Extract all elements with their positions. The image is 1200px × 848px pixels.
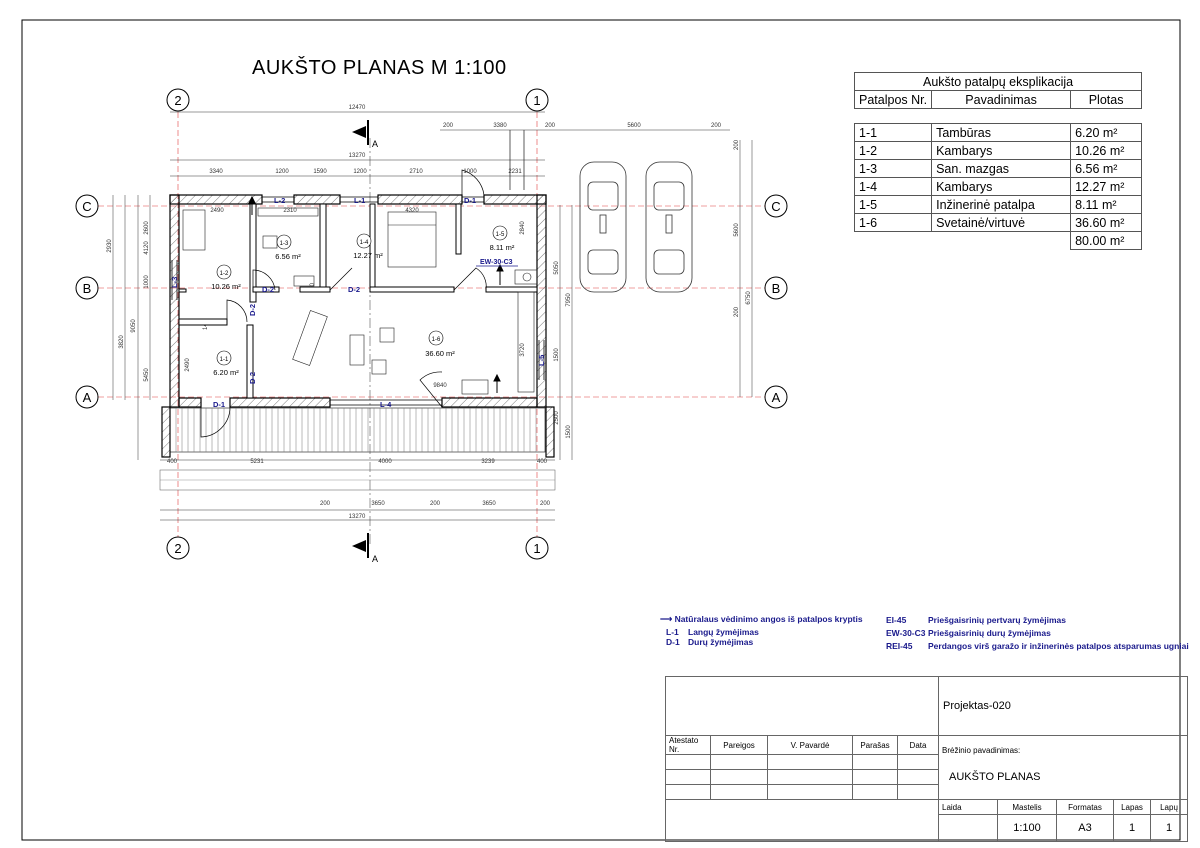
svg-text:D-1: D-1 bbox=[213, 400, 226, 409]
svg-text:A: A bbox=[771, 390, 781, 405]
meta-laida-value bbox=[939, 815, 998, 842]
col-surname: V. Pavardė bbox=[768, 736, 853, 755]
svg-text:2500: 2500 bbox=[554, 411, 560, 425]
table-row: 1-3 San. mazgas 6.56 m² bbox=[855, 160, 1142, 178]
svg-text:12470: 12470 bbox=[348, 105, 366, 111]
svg-text:5050: 5050 bbox=[554, 261, 560, 275]
header-nr: Patalpos Nr. bbox=[855, 91, 932, 109]
svg-text:1000: 1000 bbox=[463, 169, 477, 175]
svg-text:200: 200 bbox=[734, 139, 740, 151]
svg-text:13270: 13270 bbox=[348, 153, 366, 159]
svg-text:2710: 2710 bbox=[409, 169, 423, 175]
svg-text:L-2: L-2 bbox=[274, 196, 286, 205]
svg-text:200: 200 bbox=[319, 501, 331, 507]
svg-text:6.20 m²: 6.20 m² bbox=[213, 368, 239, 377]
meta-scale-value: 1:100 bbox=[998, 815, 1057, 842]
svg-text:1500: 1500 bbox=[554, 348, 560, 362]
room-1-5 bbox=[490, 226, 515, 252]
total-area: 80.00 m² bbox=[1071, 232, 1142, 250]
svg-text:1: 1 bbox=[533, 93, 541, 108]
svg-text:3820: 3820 bbox=[119, 335, 125, 349]
table-row: 1-6 Svetainė/virtuvė 36.60 m² bbox=[855, 214, 1142, 232]
svg-text:2930: 2930 bbox=[107, 239, 113, 253]
room-1-3 bbox=[275, 235, 301, 261]
col-attest: Atestato Nr. bbox=[666, 736, 711, 755]
table-row: 1-5 Inžinerinė patalpa 8.11 m² bbox=[855, 196, 1142, 214]
meta-format-value: A3 bbox=[1057, 815, 1114, 842]
explication-title: Aukšto patalpų eksplikacija bbox=[855, 73, 1142, 91]
svg-text:6750: 6750 bbox=[746, 291, 752, 305]
svg-text:C: C bbox=[771, 199, 781, 214]
ventilation-arrow-icon: ⟶ bbox=[660, 614, 673, 624]
legend-ventilation: ⟶ Natūralaus vėdinimo angos iš patalpos kryptis bbox=[660, 614, 863, 624]
svg-text:1500: 1500 bbox=[566, 425, 572, 439]
col-signature: Parašas bbox=[853, 736, 898, 755]
svg-text:1590: 1590 bbox=[313, 169, 327, 175]
svg-text:3650: 3650 bbox=[482, 501, 496, 507]
svg-text:9050: 9050 bbox=[131, 319, 137, 333]
section-marker-bottom bbox=[352, 533, 378, 564]
svg-text:200: 200 bbox=[429, 501, 441, 507]
meta-format-label: Formatas bbox=[1057, 800, 1114, 815]
svg-text:1200: 1200 bbox=[275, 169, 289, 175]
svg-text:D-2: D-2 bbox=[248, 371, 257, 384]
svg-text:1-4: 1-4 bbox=[359, 240, 369, 246]
meta-sheet-value: 1 bbox=[1114, 815, 1151, 842]
drawing-name-label: Brėžinio pavadinimas: bbox=[939, 736, 1188, 755]
room-1-2 bbox=[211, 265, 241, 291]
table-row: 1-2 Kambarys 10.26 m² bbox=[855, 142, 1142, 160]
svg-text:13270: 13270 bbox=[348, 514, 366, 520]
project-name: Projektas-020 bbox=[939, 677, 1188, 736]
svg-text:3380: 3380 bbox=[493, 123, 507, 129]
legend-ew: EW-30-C3 Priešgaisrinių durų žymėjimas bbox=[886, 628, 1051, 638]
room-1-1 bbox=[213, 351, 239, 377]
svg-text:400: 400 bbox=[166, 459, 178, 465]
svg-text:200: 200 bbox=[710, 123, 722, 129]
section-marker-top bbox=[352, 120, 378, 149]
svg-text:L-5: L-5 bbox=[537, 354, 546, 366]
svg-text:1-5: 1-5 bbox=[495, 232, 505, 238]
svg-text:2490: 2490 bbox=[210, 208, 224, 214]
svg-text:1-3: 1-3 bbox=[279, 241, 289, 247]
svg-text:2: 2 bbox=[174, 93, 182, 108]
svg-text:1-1: 1-1 bbox=[219, 357, 229, 363]
meta-sheet-label: Lapas bbox=[1114, 800, 1151, 815]
opening-tags bbox=[170, 196, 546, 409]
svg-text:B: B bbox=[771, 281, 781, 296]
plan-title: AUKŠTO PLANAS M 1:100 bbox=[252, 57, 507, 79]
svg-text:4000: 4000 bbox=[378, 459, 392, 465]
svg-text:200: 200 bbox=[734, 306, 740, 318]
svg-text:200: 200 bbox=[442, 123, 454, 129]
svg-text:4120: 4120 bbox=[144, 241, 150, 255]
svg-text:1: 1 bbox=[533, 541, 541, 556]
svg-text:D-2: D-2 bbox=[248, 303, 257, 316]
svg-text:9840: 9840 bbox=[433, 383, 447, 389]
svg-text:1200: 1200 bbox=[353, 169, 367, 175]
svg-text:2: 2 bbox=[174, 541, 182, 556]
svg-text:C: C bbox=[82, 199, 92, 214]
svg-text:A: A bbox=[372, 554, 379, 564]
explication-table bbox=[854, 72, 1142, 250]
svg-text:5600: 5600 bbox=[627, 123, 641, 129]
legend-ei: EI-45 Priešgaisrinių pertvarų žymėjimas bbox=[886, 615, 1066, 625]
svg-text:2490: 2490 bbox=[185, 358, 191, 372]
svg-text:L-1: L-1 bbox=[354, 196, 366, 205]
svg-text:D-2: D-2 bbox=[348, 285, 361, 294]
meta-scale-label: Mastelis bbox=[998, 800, 1057, 815]
svg-text:10.26 m²: 10.26 m² bbox=[211, 282, 241, 291]
svg-text:6.56 m²: 6.56 m² bbox=[275, 252, 301, 261]
svg-text:5600: 5600 bbox=[734, 223, 740, 237]
svg-text:EW-30-C3: EW-30-C3 bbox=[480, 259, 513, 266]
svg-text:2600: 2600 bbox=[144, 221, 150, 235]
room-1-6 bbox=[425, 331, 455, 358]
col-position: Pareigos bbox=[711, 736, 768, 755]
legend-door: D-1 Durų žymėjimas bbox=[666, 637, 754, 647]
drawing-name: AUKŠTO PLANAS bbox=[939, 755, 1188, 800]
legend-window: L-1 Langų žymėjimas bbox=[666, 627, 759, 637]
svg-text:3239: 3239 bbox=[481, 459, 495, 465]
svg-text:1-2: 1-2 bbox=[219, 271, 229, 277]
meta-sheets-label: Lapų bbox=[1151, 800, 1188, 815]
svg-text:2840: 2840 bbox=[520, 221, 526, 235]
svg-text:A: A bbox=[82, 390, 92, 405]
room-1-4 bbox=[353, 234, 383, 260]
svg-text:5231: 5231 bbox=[250, 459, 264, 465]
svg-text:12.27 m²: 12.27 m² bbox=[353, 251, 383, 260]
svg-text:400: 400 bbox=[536, 459, 548, 465]
svg-text:2231: 2231 bbox=[508, 169, 522, 175]
table-row: 1-1 Tambūras 6.20 m² bbox=[855, 124, 1142, 142]
col-date: Data bbox=[898, 736, 939, 755]
legend-rei: REI-45 Perdangos virš garažo ir inžinerinės patalpos atsparumas ugniai bbox=[886, 641, 1189, 651]
svg-text:200: 200 bbox=[544, 123, 556, 129]
svg-text:1-6: 1-6 bbox=[431, 337, 441, 343]
title-block bbox=[665, 676, 1188, 842]
svg-text:D-2: D-2 bbox=[262, 285, 275, 294]
header-area: Plotas bbox=[1071, 91, 1142, 109]
svg-text:8.11 m²: 8.11 m² bbox=[489, 243, 515, 252]
meta-laida-label: Laida bbox=[939, 800, 998, 815]
svg-text:3650: 3650 bbox=[371, 501, 385, 507]
svg-text:200: 200 bbox=[539, 501, 551, 507]
svg-text:L-4: L-4 bbox=[380, 400, 392, 409]
svg-text:7950: 7950 bbox=[566, 293, 572, 307]
svg-text:5450: 5450 bbox=[144, 368, 150, 382]
svg-text:4320: 4320 bbox=[405, 208, 419, 214]
svg-text:A: A bbox=[372, 139, 379, 149]
svg-text:D-1: D-1 bbox=[464, 196, 477, 205]
terrace-deck bbox=[160, 408, 555, 490]
svg-text:L-3: L-3 bbox=[170, 276, 179, 288]
svg-text:3720: 3720 bbox=[520, 343, 526, 357]
meta-sheets-value: 1 bbox=[1151, 815, 1188, 842]
svg-text:36.60 m²: 36.60 m² bbox=[425, 349, 455, 358]
svg-text:1000: 1000 bbox=[144, 275, 150, 289]
header-name: Pavadinimas bbox=[932, 91, 1071, 109]
svg-text:3340: 3340 bbox=[209, 169, 223, 175]
ventilation-arrows bbox=[249, 197, 503, 393]
svg-text:2310: 2310 bbox=[283, 208, 297, 214]
svg-text:B: B bbox=[82, 281, 92, 296]
table-row: 1-4 Kambarys 12.27 m² bbox=[855, 178, 1142, 196]
